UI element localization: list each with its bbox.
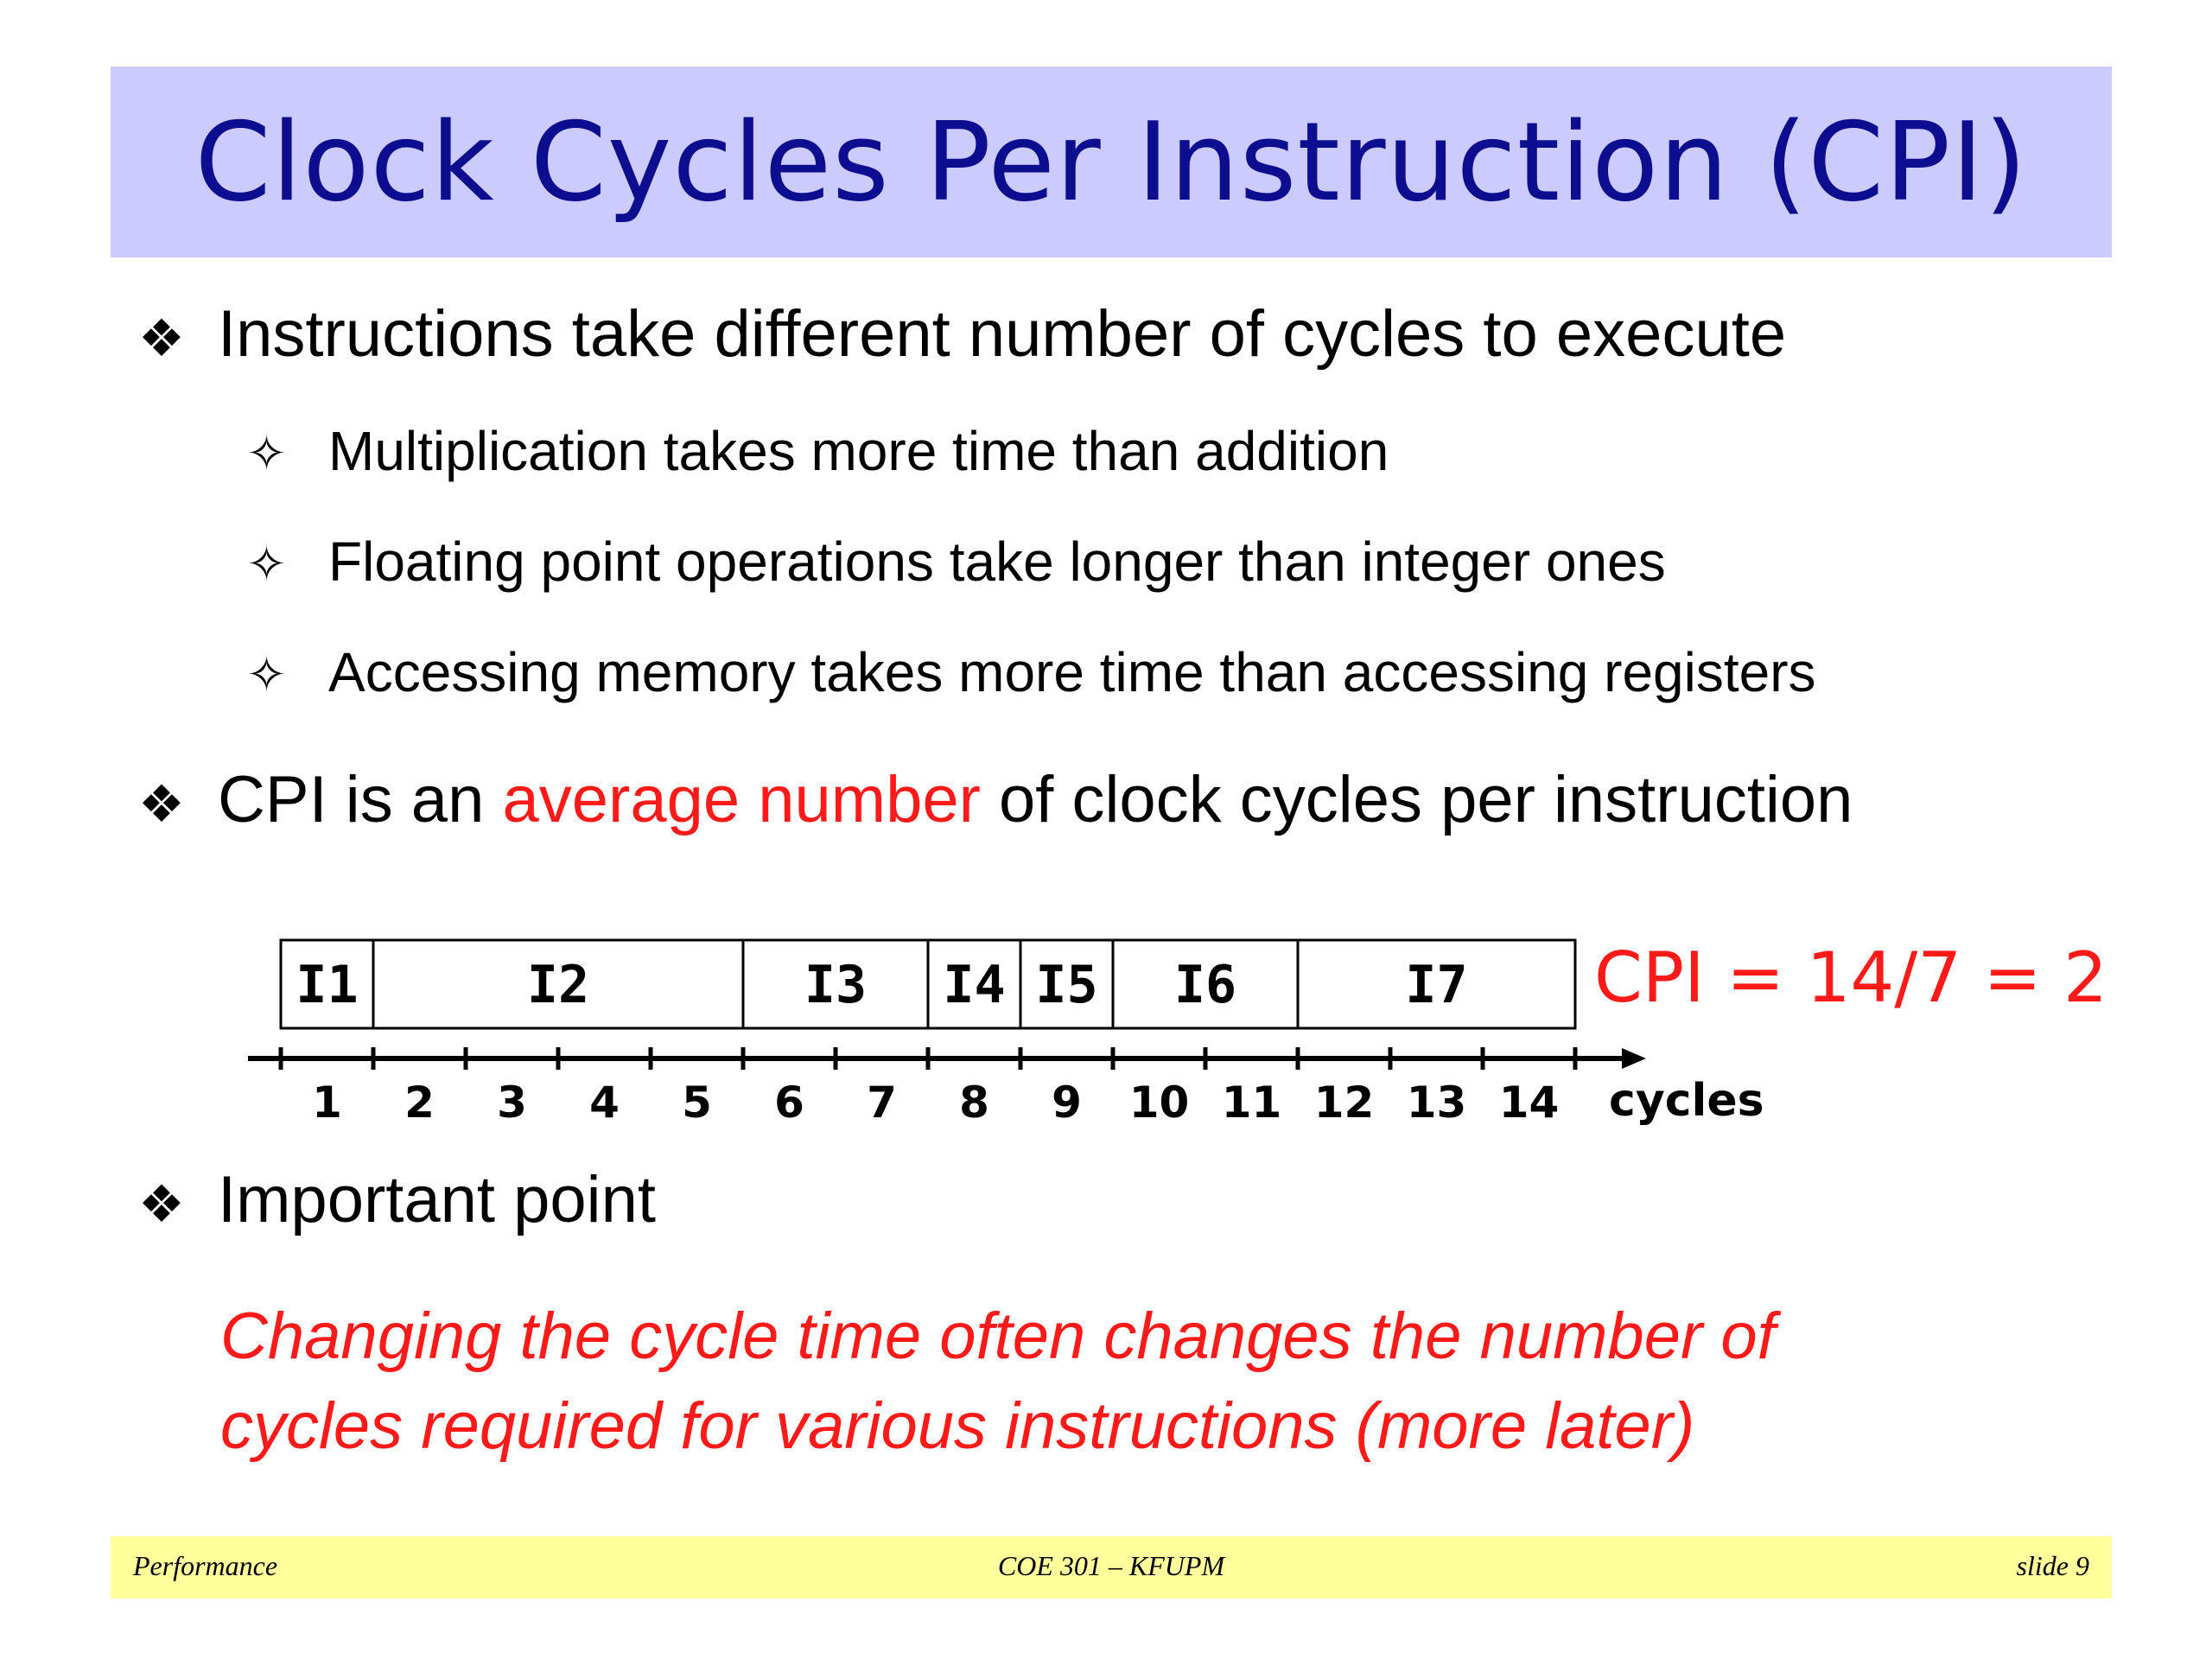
sub-bullet-text: Floating point operations take longer than integer ones [328, 531, 1666, 593]
axis-label: cycles [1609, 1075, 1764, 1127]
star-bullet-icon: ✧ [246, 647, 287, 702]
footer-right: slide 9 [2016, 1550, 2089, 1581]
footer-band [111, 1536, 2112, 1599]
bullet-text: Important point [218, 1163, 656, 1236]
important-note-line: cycles required for various instructions (more later) [220, 1389, 1695, 1463]
instruction-label: I7 [1405, 955, 1468, 1015]
diamond-bullet-icon: ❖ [138, 309, 185, 367]
instruction-label: I2 [526, 955, 590, 1015]
instruction-label: I1 [296, 955, 359, 1015]
tick-label: 5 [682, 1077, 712, 1128]
instruction-boxes [281, 940, 1575, 1028]
bullet-text-post: of clock cycles per instruction [980, 763, 1853, 836]
tick-label: 9 [1052, 1077, 1082, 1128]
cycle-axis [248, 1047, 1764, 1128]
important-note-line: Changing the cycle time often changes the number of [220, 1300, 1776, 1373]
bullet-text-highlight: average number [502, 763, 981, 836]
star-bullet-icon: ✧ [246, 537, 287, 591]
tick-label: 12 [1313, 1077, 1375, 1128]
tick-label: 3 [497, 1077, 527, 1128]
tick-label: 2 [404, 1077, 435, 1128]
instruction-label: I3 [804, 955, 868, 1015]
instruction-label: I4 [943, 955, 1006, 1015]
tick-label: 1 [312, 1077, 342, 1128]
footer-center: COE 301 – KFUPM [997, 1550, 1225, 1581]
star-bullet-icon: ✧ [246, 426, 287, 480]
important-note [220, 1292, 1776, 1471]
footer-left: Performance [133, 1550, 278, 1581]
bullet-important-point [138, 1162, 656, 1237]
instruction-label: I6 [1173, 955, 1237, 1015]
slide-title: Clock Cycles Per Instruction (CPI) [194, 99, 2028, 226]
tick-label: 4 [589, 1077, 620, 1128]
bullet-text-pre: CPI is an [218, 763, 503, 836]
diamond-bullet-icon: ❖ [138, 1175, 185, 1233]
tick-label: 8 [959, 1077, 989, 1128]
sub-bullet-text: Accessing memory takes more time than accessing registers [328, 641, 1816, 703]
sub-bullet-text: Multiplication takes more time than addition [328, 420, 1389, 482]
axis-arrow-icon [1622, 1048, 1646, 1069]
diamond-bullet-icon: ❖ [138, 775, 185, 833]
tick-label: 6 [774, 1077, 804, 1128]
tick-label: 10 [1128, 1077, 1190, 1128]
tick-label: 13 [1406, 1077, 1467, 1128]
tick-label: 14 [1498, 1077, 1560, 1128]
cpi-equation: CPI = 14/7 = 2 [1594, 938, 2108, 1018]
bullet-text: Instructions take different number of cycles to execute [218, 297, 1787, 371]
tick-label: 11 [1221, 1077, 1282, 1128]
tick-label: 7 [867, 1077, 897, 1128]
instruction-label: I5 [1035, 955, 1098, 1015]
